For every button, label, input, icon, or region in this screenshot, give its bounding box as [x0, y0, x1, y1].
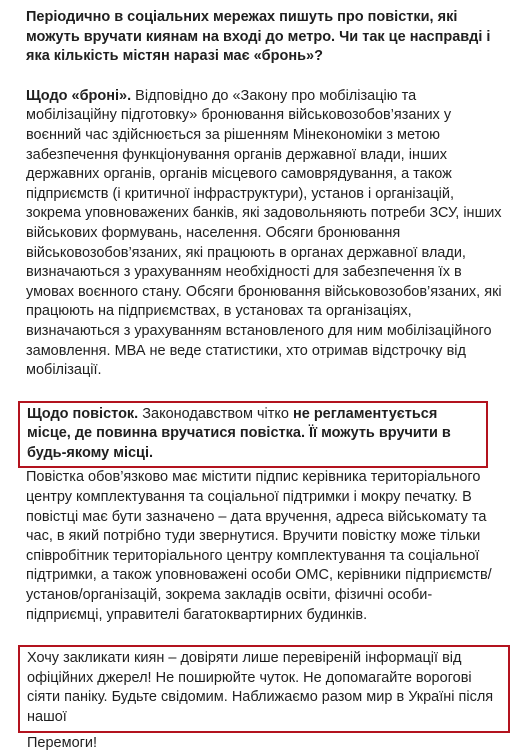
booking-text: Відповідно до «Закону про мобілізацію та мобілізаційну підготовку» бронювання військовозобов’язаних у воєнний час здійснюється за рішенням Мінекономіки з метою забезпечення функціонування органів державної влади, інших державних органів, органів місцевого самоврядування, а також підприємств (і критичної інфраструктури), установ і організацій, зокрема уповноважених банків, які задовольняють потреби ЗСУ, інших військових формувань, населення. Обсяги бронювання військовозобов’язаних, які працюють в органах державної влади, визначаються з урахуванням необхідності для забезпечення їх в умовах воєнного стану. Обсяги бронювання військовозобов’язаних, які працюють на підприємствах, в установах та організаціях, визначаються з урахуванням встановленого для ним мобілізаційного замовлення. МВА не веде статистики, хто отримав відстрочку від мобілізації.: [26, 87, 502, 379]
spacer: [26, 381, 506, 401]
booking-paragraph: [26, 87, 506, 381]
appeal-tail: Перемоги!: [27, 734, 98, 751]
spacer: [26, 625, 506, 645]
summons-bold-statement: не регламентується місце, де повинна вручатися повістка. Її можуть вручити в будь-якому місці.: [27, 405, 451, 461]
appeal-text: Хочу закликати киян – довіряти лише перевіреній інформації від офіційних джерел! Не поширюйте чуток. Не допомагайте ворогові сіяти паніку. Будьте свідомим. Наближаємо разом мир в Україні після нашої: [27, 650, 494, 725]
booking-lead: Щодо «броні».: [26, 87, 132, 104]
summons-text: Законодавством чітко: [138, 405, 293, 422]
post-heading: Періодично в соціальних мережах пишуть про повістки, які можуть вручати киянам на вході до метро. Чи так це насправді і яка кількість містян наразі має «бронь»?: [26, 9, 491, 65]
summons-lead: Щодо повісток.: [27, 405, 139, 422]
appeal-highlight-box: [18, 645, 510, 732]
summons-highlight-box: [18, 401, 488, 469]
summons-details: Повістка обов’язково має містити підпис керівника територіального центру комплектування та соціальної підтримки і мокру печатку. В повістці має бути зазначено – дата вручення, адреса військомату та час, в який потрібно туди звернутися. Вручити повістку може тільки співробітник територіального центру комплектування та соціальної підтримки, а також уповноважені особи ОМС, керівники підприємств/установ/організацій, зокрема закладів освіти, фізичні особи-підприємці, управителі багатоквартирних будинків.: [26, 469, 492, 623]
